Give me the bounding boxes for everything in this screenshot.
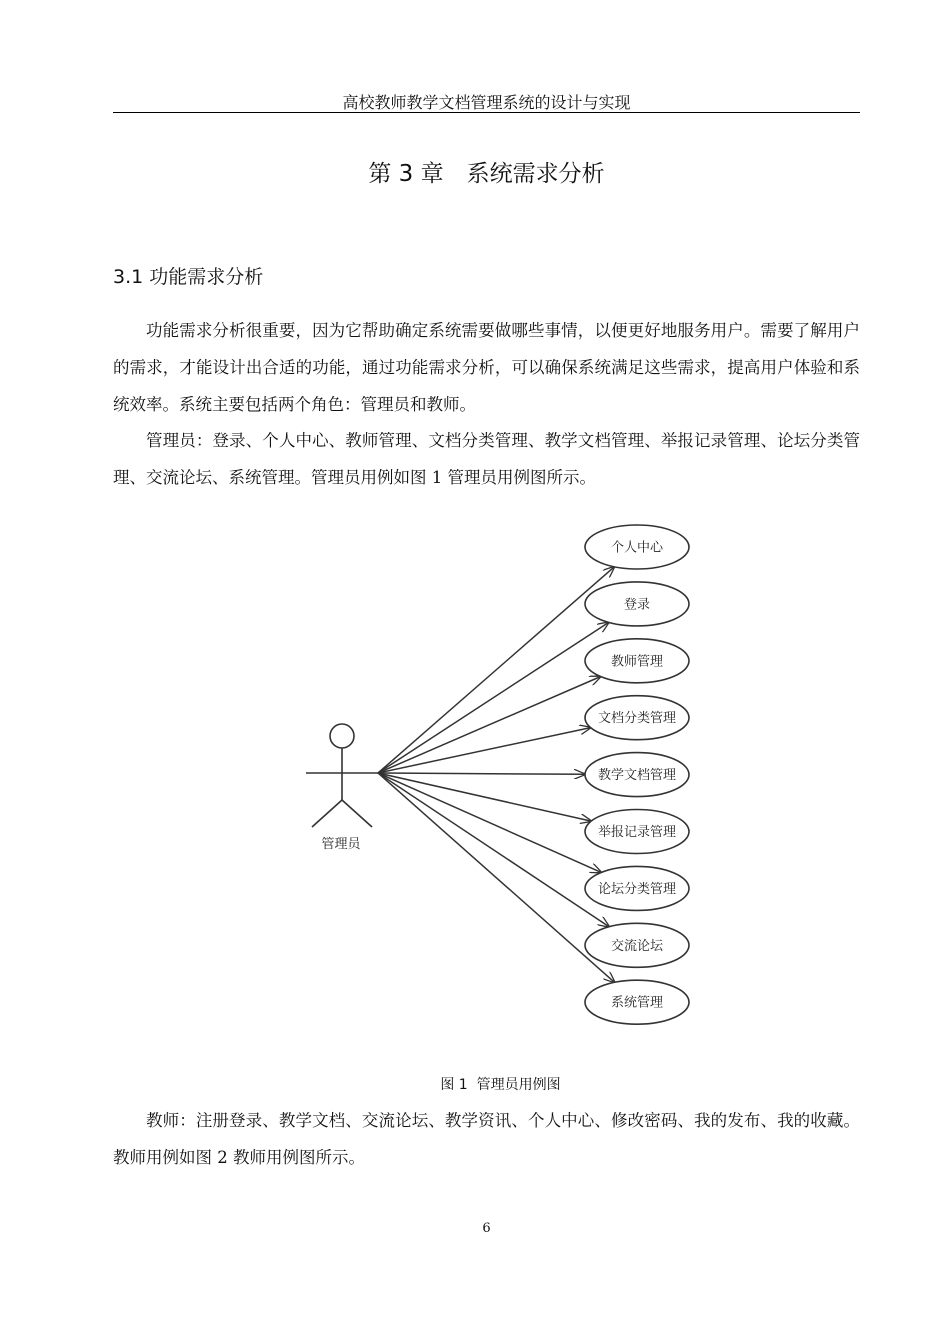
use-case [585,582,689,626]
use-case [585,923,689,967]
paragraph-admin: 管理员：登录、个人中心、教师管理、文档分类管理、教学文档管理、举报记录管理、论坛分类管理、交流论坛、系统管理。管理员用例如图 1 管理员用例图所示。 [113,431,860,487]
use-case-label: 举报记录管理 [597,825,677,840]
paragraph-teacher: 教师：注册登录、教学文档、交流论坛、教学资讯、个人中心、修改密码、我的发布、我的收藏。教师用例如图 2 教师用例图所示。 [113,1111,860,1167]
use-case [585,866,689,910]
association-arrow [378,567,614,773]
use-case [585,696,689,740]
use-case-label: 系统管理 [610,995,664,1011]
page-number: 6 [482,1221,491,1236]
actor-label: 管理员 [321,837,361,852]
association-arrow [378,773,585,774]
association-arrow [378,773,615,982]
use-case-label: 个人中心 [610,540,664,556]
use-case-label: 论坛分类管理 [597,881,677,897]
use-case-label: 教师管理 [610,654,664,670]
chapter-title: 第 3 章 系统需求分析 [368,161,605,187]
association-arrow [378,773,601,872]
use-case [585,525,689,569]
association-arrow [378,773,591,821]
association-arrow [378,622,609,773]
use-case [585,810,689,854]
actor-figure [306,724,378,827]
running-header: 高校教师教学文档管理系统的设计与实现 [342,93,631,112]
use-case-group [585,525,689,1024]
use-case-label: 文档分类管理 [597,711,677,727]
association-arrow [378,773,609,927]
use-case [585,980,689,1024]
association-lines [378,567,615,983]
use-case-label: 教学文档管理 [597,768,677,784]
association-arrow [378,677,601,774]
paragraph-intro: 功能需求分析很重要，因为它帮助确定系统需要做哪些事情，以便更好地服务用户。需要了解用户的需求，才能设计出合适的功能，通过功能需求分析，可以确保系统满足这些需求，提高用户体验和系统效率。系统主要包括两个角色：管理员和教师。 [113,321,860,414]
use-case [585,753,689,797]
section-title: 3.1 功能需求分析 [113,266,264,288]
figure-caption: 图 1 管理员用例图 [440,1077,561,1093]
use-case-label: 交流论坛 [610,938,664,954]
use-case [585,639,689,683]
use-case-label: 登录 [623,597,651,613]
association-arrow [378,728,591,773]
